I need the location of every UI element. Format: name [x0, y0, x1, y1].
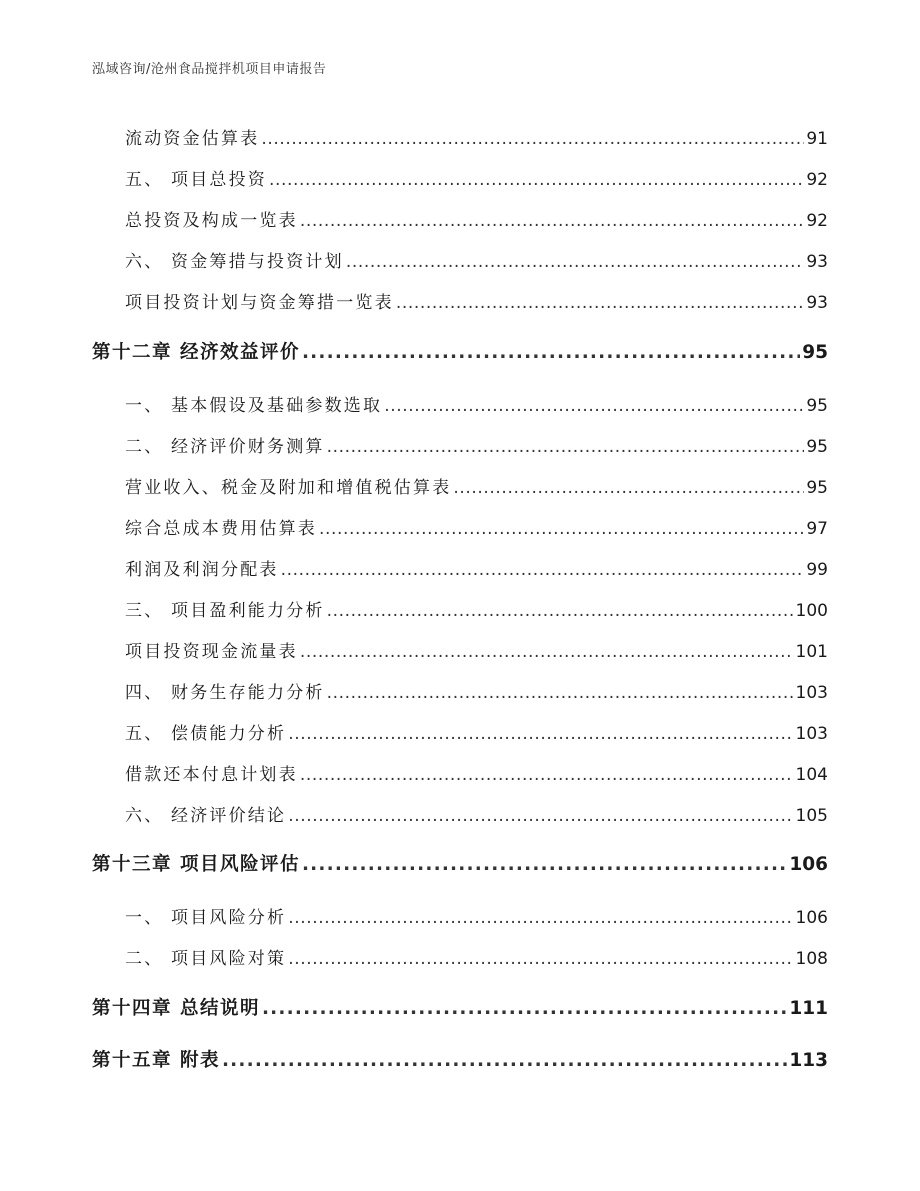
toc-entry-title: 四、 财务生存能力分析 — [125, 683, 325, 703]
toc-dot-leader — [302, 854, 787, 875]
toc-entry-page: 92 — [806, 170, 828, 190]
toc-entry[interactable] — [125, 944, 828, 969]
toc-entry[interactable] — [125, 903, 828, 928]
toc-entry-title: 营业收入、税金及附加和增值税估算表 — [125, 478, 452, 498]
toc-entry-page: 105 — [795, 806, 828, 826]
toc-dot-leader — [302, 342, 800, 363]
toc-entry-page: 99 — [806, 560, 828, 580]
toc-chapter-entry[interactable] — [92, 994, 828, 1020]
toc-entry-title: 总投资及构成一览表 — [125, 211, 298, 231]
toc-entry-page: 103 — [795, 683, 828, 703]
toc-entry[interactable] — [125, 391, 828, 416]
toc-dot-leader — [327, 601, 794, 621]
toc-chapter-title: 第十五章 附表 — [92, 1050, 220, 1071]
toc-dot-leader — [453, 478, 804, 498]
toc-entry[interactable] — [125, 473, 828, 498]
toc-chapter-title: 第十三章 项目风险评估 — [92, 854, 300, 875]
toc-entry-page: 100 — [795, 601, 828, 621]
toc-entry-title: 三、 项目盈利能力分析 — [125, 601, 325, 621]
toc-entry[interactable] — [125, 206, 828, 231]
toc-entry[interactable] — [125, 555, 828, 580]
toc-dot-leader — [327, 437, 805, 457]
toc-dot-leader — [288, 908, 793, 928]
toc-entry-title: 项目投资计划与资金筹措一览表 — [125, 293, 394, 313]
toc-entry-page: 95 — [806, 396, 828, 416]
toc-dot-leader — [300, 642, 794, 662]
toc-dot-leader — [261, 129, 804, 149]
toc-dot-leader — [346, 252, 805, 272]
toc-chapter-entry[interactable] — [92, 850, 828, 876]
toc-chapter-title: 第十二章 经济效益评价 — [92, 342, 300, 363]
toc-entry[interactable] — [125, 165, 828, 190]
toc-entry[interactable] — [125, 432, 828, 457]
toc-entry-title: 一、 基本假设及基础参数选取 — [125, 396, 383, 416]
toc-entry-title: 六、 资金筹措与投资计划 — [125, 252, 344, 272]
toc-dot-leader — [300, 211, 805, 231]
toc-entry-page: 106 — [795, 908, 828, 928]
toc-entry[interactable] — [125, 719, 828, 744]
toc-entry-page: 92 — [806, 211, 828, 231]
toc-dot-leader — [269, 170, 804, 190]
toc-dot-leader — [288, 949, 793, 969]
toc-entry[interactable] — [125, 678, 828, 703]
toc-dot-leader — [384, 396, 804, 416]
running-header: 泓域咨询/沧州食品搅拌机项目申请报告 — [92, 62, 327, 77]
toc-dot-leader — [396, 293, 805, 313]
toc-entry-title: 二、 经济评价财务测算 — [125, 437, 325, 457]
toc-chapter-entry[interactable] — [92, 1046, 828, 1072]
toc-entry[interactable] — [125, 247, 828, 272]
toc-entry-page: 93 — [806, 252, 828, 272]
toc-entry-page: 95 — [806, 478, 828, 498]
toc-entry[interactable] — [125, 637, 828, 662]
toc-entry-page: 101 — [795, 642, 828, 662]
toc-entry-page: 93 — [806, 293, 828, 313]
toc-chapter-title: 第十四章 总结说明 — [92, 998, 260, 1019]
toc-dot-leader — [288, 806, 793, 826]
toc-dot-leader — [222, 1050, 787, 1071]
toc-entry-page: 97 — [806, 519, 828, 539]
toc-entry[interactable] — [125, 514, 828, 539]
toc-entry-page: 95 — [806, 437, 828, 457]
toc-entry-page: 108 — [795, 949, 828, 969]
toc-entry[interactable] — [125, 596, 828, 621]
toc-entry[interactable] — [125, 760, 828, 785]
toc-chapter-page: 106 — [789, 854, 828, 875]
toc-chapter-entry[interactable] — [92, 338, 828, 364]
toc-dot-leader — [300, 765, 794, 785]
toc-entry-title: 利润及利润分配表 — [125, 560, 279, 580]
toc-dot-leader — [281, 560, 805, 580]
toc-chapter-page: 95 — [802, 342, 828, 363]
toc-entry-title: 借款还本付息计划表 — [125, 765, 298, 785]
toc-dot-leader — [327, 683, 794, 703]
toc-dot-leader — [288, 724, 793, 744]
toc-entry-title: 一、 项目风险分析 — [125, 908, 287, 928]
toc-entry[interactable] — [125, 124, 828, 149]
toc-chapter-page: 111 — [789, 998, 828, 1019]
toc-entry-title: 六、 经济评价结论 — [125, 806, 287, 826]
toc-entry[interactable] — [125, 801, 828, 826]
toc-dot-leader — [262, 998, 787, 1019]
toc-dot-leader — [319, 519, 804, 539]
toc-entry-title: 二、 项目风险对策 — [125, 949, 287, 969]
toc-entry-page: 103 — [795, 724, 828, 744]
toc-entry-title: 综合总成本费用估算表 — [125, 519, 317, 539]
toc-entry-title: 流动资金估算表 — [125, 129, 260, 149]
toc-chapter-page: 113 — [789, 1050, 828, 1071]
toc-entry-title: 项目投资现金流量表 — [125, 642, 298, 662]
toc-entry[interactable] — [125, 288, 828, 313]
toc-entry-title: 五、 项目总投资 — [125, 170, 268, 190]
toc-entry-title: 五、 偿债能力分析 — [125, 724, 287, 744]
toc-entry-page: 91 — [806, 129, 828, 149]
toc-entry-page: 104 — [795, 765, 828, 785]
